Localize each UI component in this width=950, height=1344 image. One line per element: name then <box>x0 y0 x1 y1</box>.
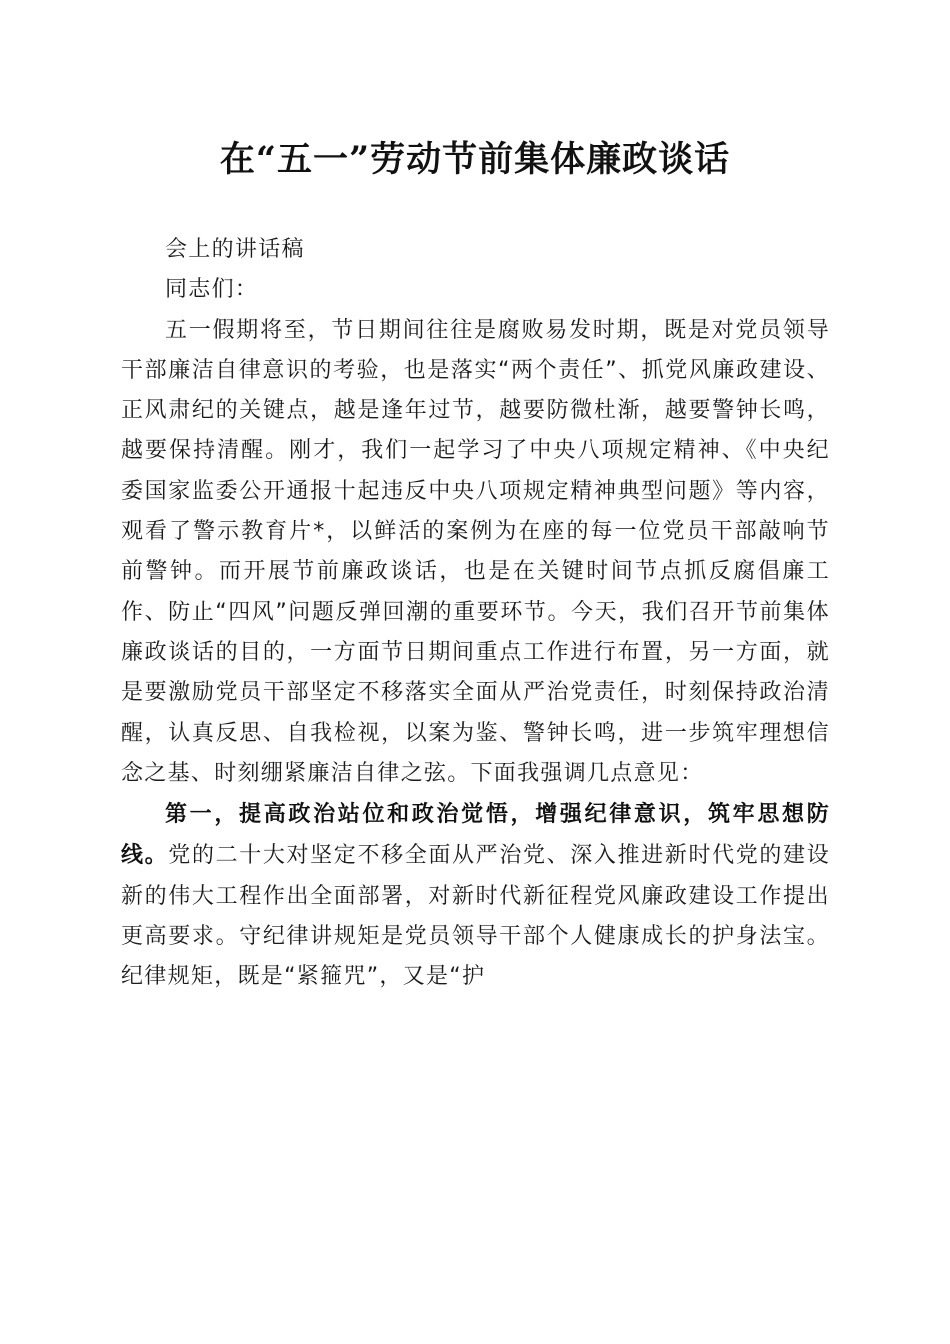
document-body <box>121 230 830 998</box>
paragraph-intro: 五一假期将至，节日期间往往是腐败易发时期，既是对党员领导干部廉洁自律意识的考验，也是落实“两个责任”、抓党风廉政建设、正风肃纪的关键点，越是逢年过节，越要防微杜渐，越要警钟长鸣，越要保持清醒。刚才，我们一起学习了中央八项规定精神、《中央纪委国家监委公开通报十起违反中央八项规定精神典型问题》等内容，观看了警示教育片*，以鲜活的案例为在座的每一位党员干部敲响节前警钟。而开展节前廉政谈话，也是在关键时间节点抓反腐倡廉工作、防止“四风”问题反弹回潮的重要环节。今天，我们召开节前集体廉政谈话的目的，一方面节日期间重点工作进行布置，另一方面，就是要激励党员干部坚定不移落实全面从严治党责任，时刻保持政治清醒，认真反思、自我检视，以案为鉴、警钟长鸣，进一步筑牢理想信念之基、时刻绷紧廉洁自律之弦。下面我强调几点意见： <box>121 317 830 786</box>
salutation: 同志们： <box>165 277 259 303</box>
document-title: 在“五一”劳动节前集体廉政谈话 <box>219 139 731 180</box>
paragraph-section-1 <box>121 794 830 997</box>
section-1-body: 党的二十大对坚定不移全面从严治党、深入推进新时代党的建设新的伟大工程作出全面部署，对新时代新征程党风廉政建设工作提出更高要求。守纪律讲规矩是党员领导干部个人健康成长的护身法宝。纪律规矩，既是“紧箍咒”，又是“护 <box>121 843 830 990</box>
section-1-heading: 第一，提高政治站位和政治觉悟，增强纪律意识，筑牢思想防线。 <box>121 801 830 869</box>
subtitle-line: 会上的讲话稿 <box>165 237 305 262</box>
